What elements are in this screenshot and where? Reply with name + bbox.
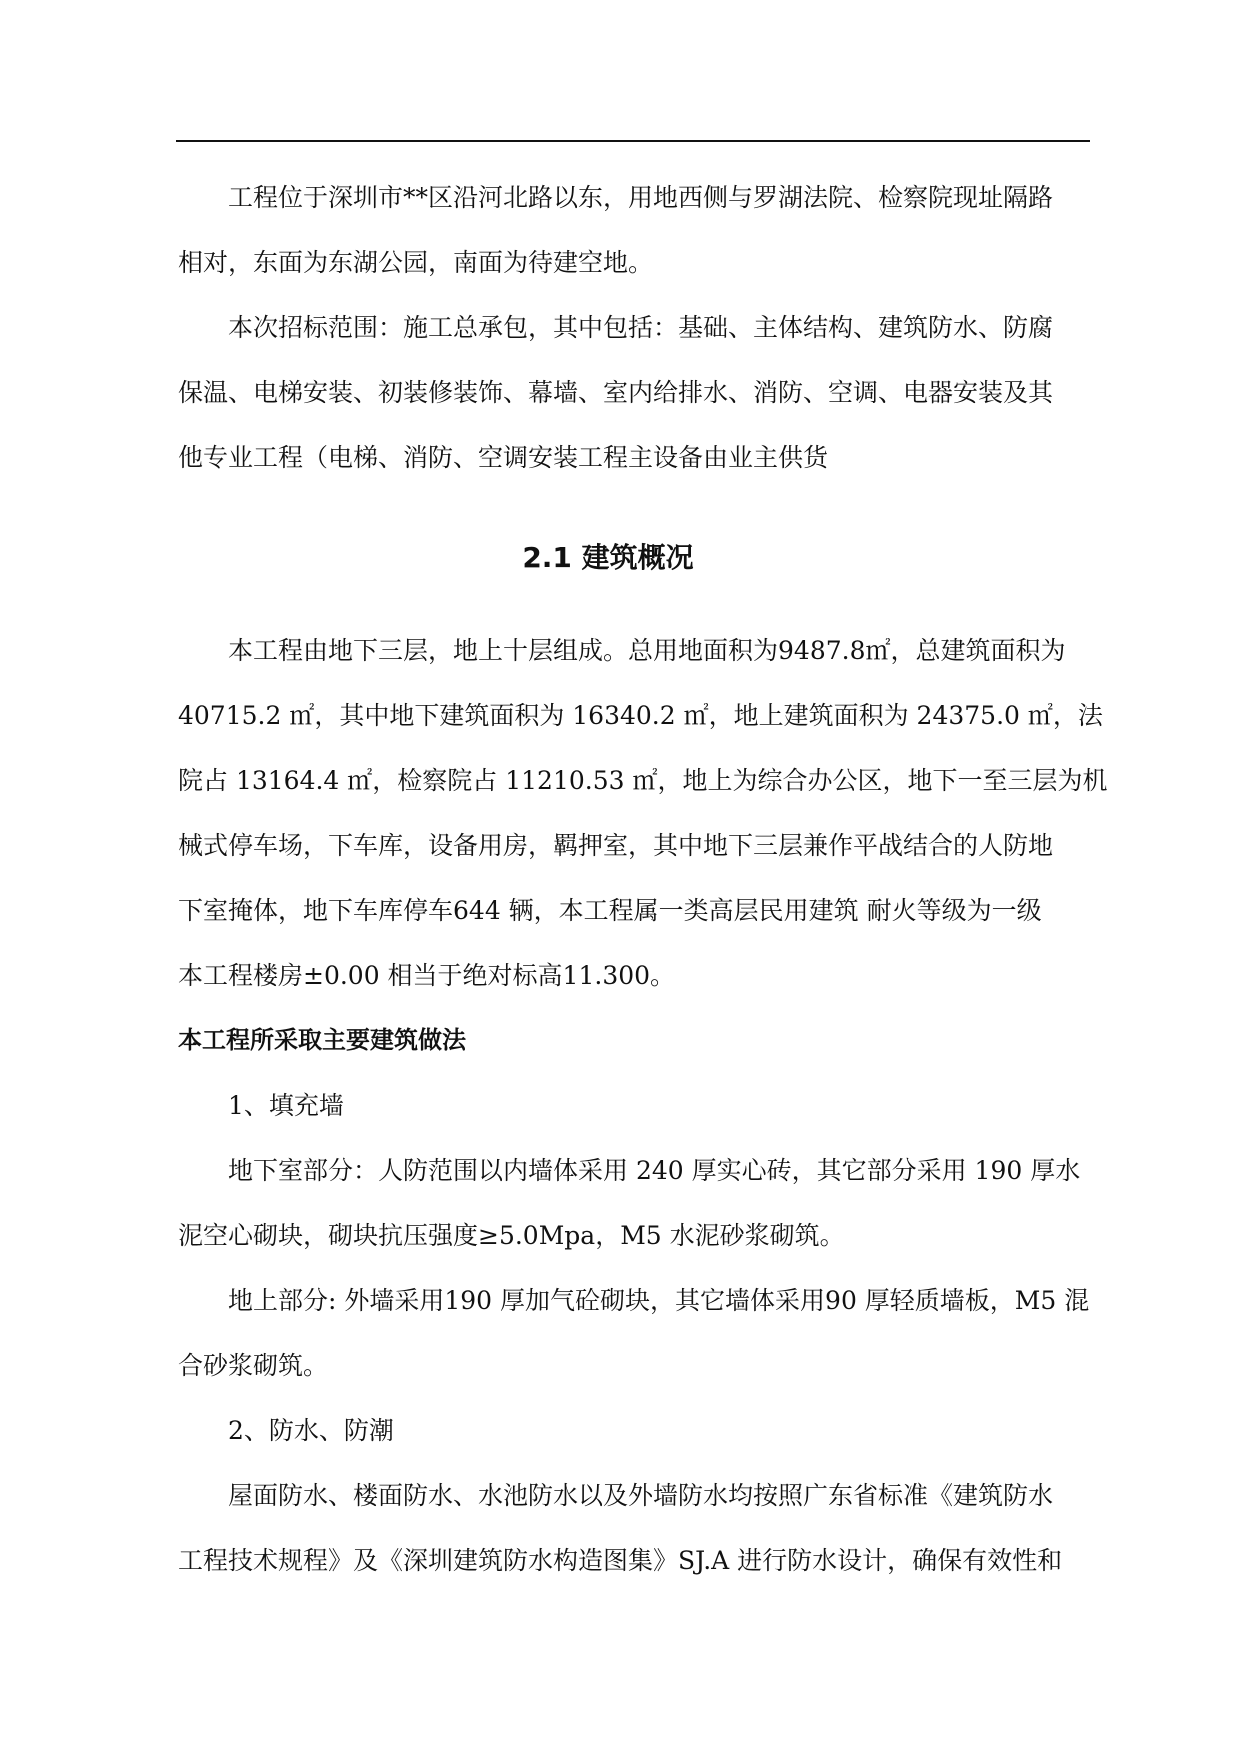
- item-2-paragraph-1: [178, 1463, 1108, 1593]
- text-line: 相对，东面为东湖公园，南面为待建空地。: [178, 248, 654, 277]
- intro-paragraph-1: [178, 165, 1108, 295]
- item-2-title: 2、防水、防潮: [228, 1416, 394, 1445]
- header-rule: [176, 140, 1090, 142]
- subheading: 本工程所采取主要建筑做法: [178, 1026, 466, 1054]
- item-1-paragraph-2: [178, 1268, 1108, 1398]
- text-line: 40715.2 ㎡，其中地下建筑面积为 16340.2 ㎡，地上建筑面积为 24375.0 ㎡，法: [178, 701, 1103, 730]
- document-body: [178, 165, 1108, 1593]
- text-line: 本工程楼房±0.00 相当于绝对标高11.300。: [178, 961, 676, 990]
- text-line: 合砂浆砌筑。: [178, 1351, 329, 1380]
- text-line: 下室掩体，地下车库停车644 辆，本工程属一类高层民用建筑 耐火等级为一级: [178, 896, 1042, 925]
- text-line: 泥空心砌块，砌块抗压强度≥5.0Mpa，M5 水泥砂浆砌筑。: [178, 1221, 845, 1250]
- section-paragraph-1: [178, 618, 1108, 1008]
- item-1-title: 1、填充墙: [228, 1091, 344, 1120]
- text-line: 地下室部分：人防范围以内墙体采用 240 厚实心砖，其它部分采用 190 厚水: [228, 1156, 1081, 1185]
- text-line: 本工程由地下三层，地上十层组成。总用地面积为9487.8㎡，总建筑面积为: [228, 636, 1066, 665]
- section-heading: 2.1 建筑概况: [522, 541, 694, 574]
- text-line: 屋面防水、楼面防水、水池防水以及外墙防水均按照广东省标准《建筑防水: [228, 1481, 1054, 1510]
- text-line: 工程技术规程》及《深圳建筑防水构造图集》SJ.A 进行防水设计，确保有效性和: [178, 1546, 1063, 1575]
- text-line: 工程位于深圳市**区沿河北路以东，用地西侧与罗湖法院、检察院现址隔路: [228, 183, 1054, 212]
- text-line: 他专业工程（电梯、消防、空调安装工程主设备由业主供货: [178, 443, 829, 472]
- intro-paragraph-2: [178, 295, 1108, 490]
- text-line: 械式停车场，下车库，设备用房，羁押室，其中地下三层兼作平战结合的人防地: [178, 831, 1054, 860]
- text-line: 地上部分: 外墙采用190 厚加气砼砌块，其它墙体采用90 厚轻质墙板，M5 混: [228, 1286, 1090, 1315]
- text-line: 本次招标范围：施工总承包，其中包括：基础、主体结构、建筑防水、防腐: [228, 313, 1054, 342]
- item-1-paragraph-1: [178, 1138, 1108, 1268]
- text-line: 院占 13164.4 ㎡，检察院占 11210.53 ㎡，地上为综合办公区，地下一至三层为机: [178, 766, 1108, 795]
- text-line: 保温、电梯安装、初装修装饰、幕墙、室内给排水、消防、空调、电器安装及其: [178, 378, 1054, 407]
